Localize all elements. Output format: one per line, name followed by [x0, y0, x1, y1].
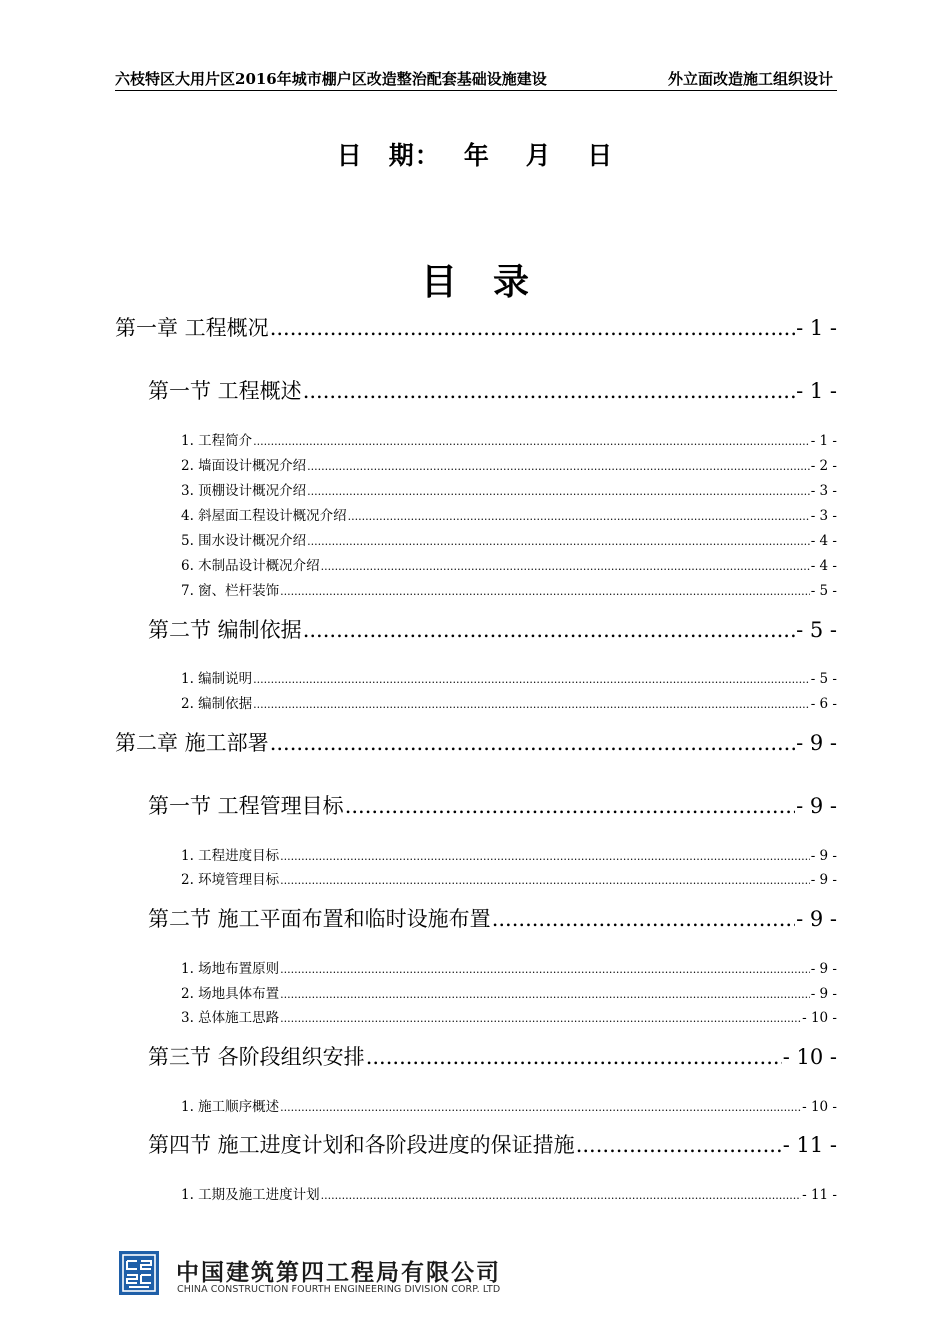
toc-item[interactable]: 1. 编制说明 ..... - 5 - — [181, 667, 837, 687]
toc-item[interactable]: 2. 墙面设计概况介绍 ..... - 2 - — [181, 454, 837, 474]
toc-item[interactable]: 4. 斜屋面工程设计概况介绍 ..... - 3 - — [181, 504, 837, 524]
toc-item[interactable]: 2. 编制依据 ..... - 6 - — [181, 692, 837, 712]
cscec-logo-icon — [119, 1251, 159, 1295]
toc-item[interactable]: 1. 工程简介 ..... - 1 - — [181, 429, 837, 449]
footer-company-name-cn: 中国建筑第四工程局有限公司 — [176, 1260, 501, 1286]
toc-item[interactable]: 2. 环境管理目标 ..... - 9 - — [181, 868, 837, 888]
toc-section-2-4[interactable]: 第四节 施工进度计划和各阶段进度的保证措施 ..... - 11 - — [148, 1129, 837, 1159]
toc-item[interactable]: 2. 场地具体布置 ..... - 9 - — [181, 982, 837, 1002]
toc-item[interactable]: 3. 总体施工思路 ..... - 10 - — [181, 1006, 837, 1026]
toc-section-1-2[interactable]: 第二节 编制依据 ..... - 5 - — [148, 614, 837, 644]
toc-section-2-3[interactable]: 第三节 各阶段组织安排 ..... - 10 - — [148, 1041, 837, 1071]
toc-item[interactable]: 3. 顶棚设计概况介绍 ..... - 3 - — [181, 479, 837, 499]
toc-section-2-2[interactable]: 第二节 施工平面布置和临时设施布置 ..... - 9 - — [148, 903, 837, 933]
footer-company-name-en: CHINA CONSTRUCTION FOURTH ENGINEERING DIVISION CORP. LTD — [177, 1284, 501, 1295]
header-document-title: 外立面改造施工组织设计 — [667, 70, 833, 88]
toc-title: 目 录 — [420, 261, 529, 303]
toc-item[interactable]: 6. 木制品设计概况介绍 ..... - 4 - — [181, 554, 837, 574]
toc-item[interactable]: 1. 工程进度目标 ..... - 9 - — [181, 844, 837, 864]
toc-item[interactable]: 1. 施工顺序概述 ..... - 10 - — [181, 1095, 837, 1115]
toc-chapter-2[interactable]: 第二章 施工部署 ..... - 9 - — [115, 727, 837, 757]
toc-item[interactable]: 1. 工期及施工进度计划 ..... - 11 - — [181, 1183, 837, 1203]
toc-item[interactable]: 7. 窗、栏杆装饰 ..... - 5 - — [181, 579, 837, 599]
toc-section-2-1[interactable]: 第一节 工程管理目标 ..... - 9 - — [148, 790, 837, 820]
date-line: 日 期： 年 月 日 — [336, 141, 614, 170]
header-project-title: 六枝特区大用片区2016年城市棚户区改造整治配套基础设施建设 — [115, 70, 547, 88]
toc-chapter-1[interactable]: 第一章 工程概况 ..... - 1 - — [115, 312, 837, 342]
toc-item[interactable]: 1. 场地布置原则 ..... - 9 - — [181, 957, 837, 977]
toc-section-1-1[interactable]: 第一节 工程概述 ..... - 1 - — [148, 375, 837, 405]
page-header — [115, 66, 837, 91]
toc-item[interactable]: 5. 围水设计概况介绍 ..... - 4 - — [181, 529, 837, 549]
